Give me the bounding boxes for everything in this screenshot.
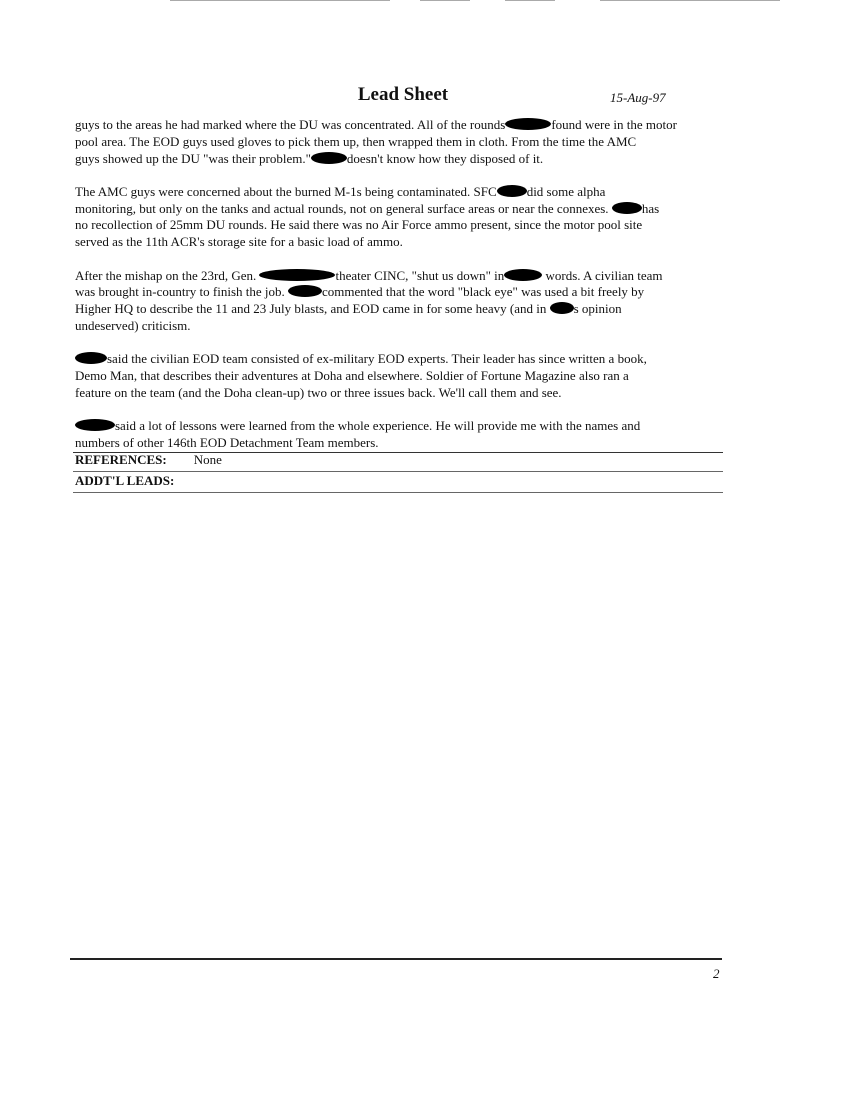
paragraph-text: has no recollection of 25mm DU rounds. He said there was no Air Force ammo present, since the motor pool site served as the 11th ACR's storage site for a basic load of ammo. bbox=[75, 200, 660, 250]
footer-rule bbox=[70, 958, 722, 960]
paragraph-text: s opinion undeserved) criticism. bbox=[75, 301, 622, 333]
body-paragraph bbox=[75, 184, 725, 251]
redaction-mark bbox=[288, 285, 322, 297]
paragraph-text: said a lot of lessons were learned from the whole experience. He will provide me with the names and numbers of other 146th EOD Detachment Team members. bbox=[75, 418, 641, 450]
redaction-mark bbox=[612, 202, 642, 214]
paragraph-text: The AMC guys were concerned about the burned M-1s being contaminated. SFC bbox=[75, 183, 497, 199]
body-paragraph bbox=[75, 351, 725, 401]
body-paragraph bbox=[75, 268, 725, 335]
scan-artifact-line bbox=[170, 0, 390, 1]
section-divider bbox=[73, 492, 723, 493]
paragraph-text: guys to the areas he had marked where the DU was concentrated. All of the rounds bbox=[75, 117, 506, 132]
redaction-mark bbox=[311, 152, 347, 164]
redaction-mark bbox=[75, 419, 115, 431]
addtl-leads-label: ADDT'L LEADS: bbox=[75, 473, 175, 488]
paragraph-text: found were in the motor pool area. The EOD guys used gloves to pick them up, then wrapped them in cloth. From the time the AMC guys showed up the DU "was their problem." bbox=[75, 117, 677, 166]
redaction-mark bbox=[75, 352, 107, 364]
body-paragraph bbox=[75, 117, 725, 167]
body-paragraph bbox=[75, 418, 725, 452]
paragraph-text: commented that the word "black eye" was used a bit freely by Higher HQ to describe the 11 and 23 July blasts, and EOD came in for some heavy (and in bbox=[75, 284, 645, 317]
paragraph-text: words. A civilian team was brought in-country to finish the job. bbox=[75, 267, 663, 300]
paragraph-text: theater CINC, "shut us down" in bbox=[335, 267, 505, 283]
redaction-mark bbox=[504, 269, 542, 281]
scan-artifact-line bbox=[505, 0, 555, 1]
document-date: 15-Aug-97 bbox=[610, 90, 666, 105]
references-field bbox=[75, 452, 222, 468]
references-label: REFERENCES: bbox=[75, 452, 167, 467]
lead-sheet-body bbox=[75, 117, 725, 452]
references-value: None bbox=[193, 452, 222, 467]
paragraph-text: did some alpha monitoring, but only on the tanks and actual rounds, not on general surface areas or near the connexes. bbox=[75, 183, 609, 216]
redaction-mark bbox=[259, 269, 335, 281]
page-number: 2 bbox=[713, 966, 720, 981]
redaction-mark bbox=[505, 118, 551, 130]
scan-artifact-line bbox=[600, 0, 780, 1]
redaction-mark bbox=[497, 185, 527, 197]
scan-artifact-line bbox=[420, 0, 470, 1]
section-divider bbox=[73, 471, 723, 472]
addtl-leads-field bbox=[75, 473, 174, 489]
page-title: Lead Sheet bbox=[357, 84, 449, 105]
redaction-mark bbox=[550, 302, 574, 314]
paragraph-text: said the civilian EOD team consisted of ex-military EOD experts. Their leader has since written a book, Demo Man, that describes their adventures at Doha and elsewhere. Soldier of Fortune Magazine also ran a feature on the team (and the Doha clean-up) two or three issues back. We'll call them and see. bbox=[75, 351, 647, 400]
paragraph-text: After the mishap on the 23rd, Gen. bbox=[75, 267, 260, 283]
paragraph-text: doesn't know how they disposed of it. bbox=[346, 150, 544, 166]
